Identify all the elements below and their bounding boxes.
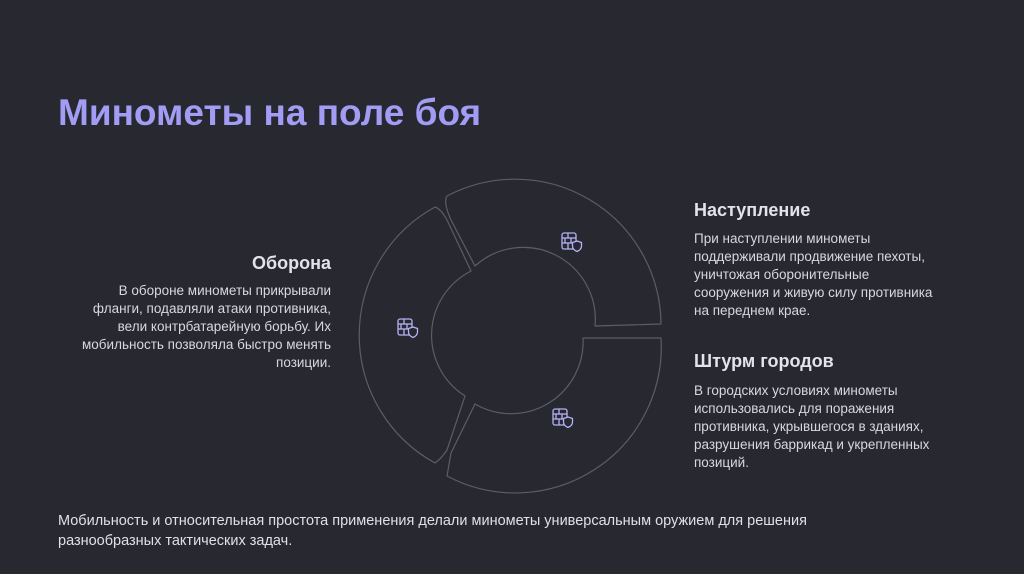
page-title: Минометы на поле боя <box>58 92 482 133</box>
cycle-diagram <box>355 176 675 496</box>
storm-text: В городских условиях минометы использовались для поражения противника, укрывшегося в зданиях, разрушения баррикад и укрепленных позиций. <box>694 383 930 470</box>
offense-heading: Наступление <box>694 200 811 220</box>
ring-segment-offense <box>446 179 661 326</box>
defense-heading: Оборона <box>252 253 331 273</box>
defense-text: В обороне минометы прикрывали фланги, подавляли атаки противника, вели контрбатарейную борьбу. Их мобильность позволяла быстро менять позиции. <box>82 283 331 370</box>
footer-text: Мобильность и относительная простота применения делали минометы универсальным оружием для решения разнообразных тактических задач. <box>58 513 807 549</box>
fortress-wall-shield-icon <box>396 316 420 340</box>
fortress-wall-shield-icon <box>551 406 575 430</box>
offense-text: При наступлении минометы поддерживали продвижение пехоты, уничтожая оборонительные сооружения и живую силу противника на переднем крае. <box>694 231 933 318</box>
fortress-wall-shield-icon <box>560 230 584 254</box>
storm-heading: Штурм городов <box>694 351 834 371</box>
